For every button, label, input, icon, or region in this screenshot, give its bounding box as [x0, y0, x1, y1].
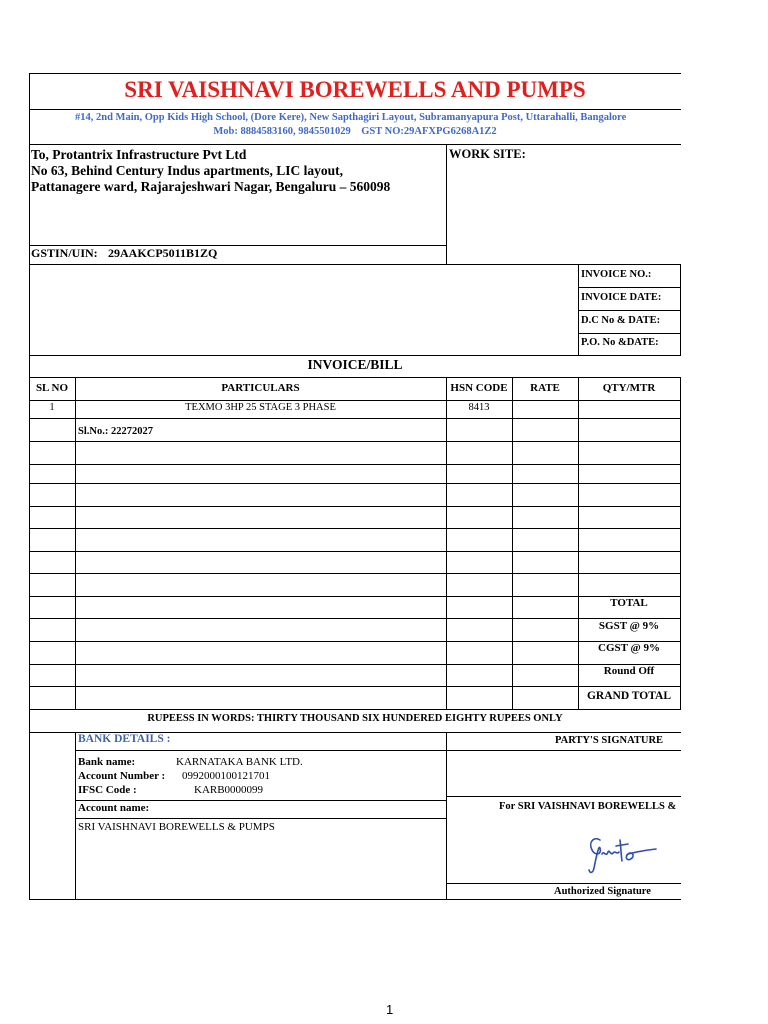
- company-contact: Mob: 8884583160, 9845501029 GST NO:29AFXPG6268A1Z2: [213, 126, 497, 137]
- rule: [29, 109, 681, 110]
- rule: [29, 464, 681, 465]
- rule: [446, 732, 447, 900]
- rule: [29, 377, 681, 378]
- page-number: 1: [386, 1002, 394, 1017]
- header-qty: QTY/MTR: [602, 382, 656, 394]
- round-off-label: Round Off: [603, 665, 655, 677]
- account-number-label: Account Number :: [78, 770, 166, 782]
- rule: [75, 750, 681, 751]
- customer-line-2: No 63, Behind Century Indus apartments, LIC layout,: [31, 163, 344, 178]
- customer-line-3: Pattanagere ward, Rajarajeshwari Nagar, Bengaluru – 560098: [31, 179, 391, 194]
- header-hsn: HSN CODE: [450, 382, 508, 394]
- item-hsn: 8413: [468, 402, 490, 413]
- po-label: P.O. No &DATE:: [581, 337, 659, 348]
- rule: [29, 355, 681, 356]
- rule: [578, 310, 681, 311]
- ifsc-value: KARB0000099: [194, 784, 264, 796]
- cgst-label: CGST @ 9%: [598, 642, 660, 654]
- rule: [29, 686, 681, 687]
- gstin-label: GSTIN/UIN:: [31, 246, 98, 260]
- rule: [29, 618, 681, 619]
- customer-line-1: To, Protantrix Infrastructure Pvt Ltd: [31, 147, 247, 162]
- authorized-signature-label: Authorized Signature: [554, 886, 651, 897]
- invoice-title: INVOICE/BILL: [307, 357, 403, 372]
- grand-total-label: GRAND TOTAL: [586, 690, 672, 702]
- account-number-value: 0992000100121701: [182, 770, 270, 782]
- rule: [446, 883, 681, 884]
- rule: [29, 73, 681, 74]
- amount-in-words: RUPEESS IN WORDS: THIRTY THOUSAND SIX HUNDERED EIGHTY RUPEES ONLY: [147, 713, 563, 724]
- header-rate: RATE: [530, 382, 560, 394]
- account-name-label: Account name:: [78, 802, 150, 814]
- rule: [680, 377, 681, 710]
- rule: [75, 732, 76, 900]
- rule: [29, 573, 681, 574]
- rule: [578, 333, 681, 334]
- rule: [446, 377, 447, 710]
- rule: [75, 377, 76, 710]
- invoice-no-label: INVOICE NO.:: [581, 269, 652, 280]
- serial-note: Sl.No.: 22272027: [78, 426, 153, 437]
- ifsc-label: IFSC Code :: [78, 784, 137, 796]
- rule: [29, 709, 681, 710]
- for-company-label: For SRI VAISHNAVI BOREWELLS &: [499, 801, 677, 812]
- rule: [29, 418, 681, 419]
- rule: [446, 144, 447, 264]
- sgst-label: SGST @ 9%: [598, 620, 660, 632]
- rule: [29, 528, 681, 529]
- dc-label: D.C No & DATE:: [581, 315, 661, 326]
- rule: [29, 144, 681, 145]
- invoice-date-label: INVOICE DATE:: [581, 292, 662, 303]
- rule: [29, 441, 681, 442]
- rule: [29, 73, 30, 900]
- gstin-value: 29AAKCP5011B1ZQ: [108, 246, 218, 260]
- rule: [29, 264, 681, 265]
- company-name: SRI VAISHNAVI BOREWELLS AND PUMPS: [124, 77, 586, 102]
- total-label: TOTAL: [610, 597, 648, 609]
- header-sl-no: SL NO: [35, 382, 69, 394]
- rule: [578, 287, 681, 288]
- rule: [578, 377, 579, 710]
- work-site-label: WORK SITE:: [449, 147, 526, 161]
- bank-name-value: KARNATAKA BANK LTD.: [176, 756, 303, 768]
- rule: [29, 551, 681, 552]
- company-address: #14, 2nd Main, Opp Kids High School, (Dore Kere), New Sapthagiri Layout, Subramanyapura Post, Uttarahalli, Bangalore: [75, 112, 627, 123]
- rule: [75, 800, 447, 801]
- bank-details-title: BANK DETAILS :: [78, 733, 171, 745]
- rule: [75, 818, 447, 819]
- header-particulars: PARTICULARS: [221, 382, 300, 394]
- rule: [29, 899, 681, 900]
- rule: [512, 377, 513, 710]
- item-sl: 1: [49, 402, 55, 413]
- handwritten-signature: [584, 828, 660, 878]
- bank-name-label: Bank name:: [78, 756, 136, 768]
- rule: [29, 400, 681, 401]
- party-signature-label: PARTY'S SIGNATURE: [555, 735, 664, 746]
- rule: [29, 483, 681, 484]
- account-name-value: SRI VAISHNAVI BOREWELLS & PUMPS: [78, 821, 275, 833]
- rule: [29, 506, 681, 507]
- item-particulars: TEXMO 3HP 25 STAGE 3 PHASE: [185, 402, 336, 413]
- rule: [446, 796, 681, 797]
